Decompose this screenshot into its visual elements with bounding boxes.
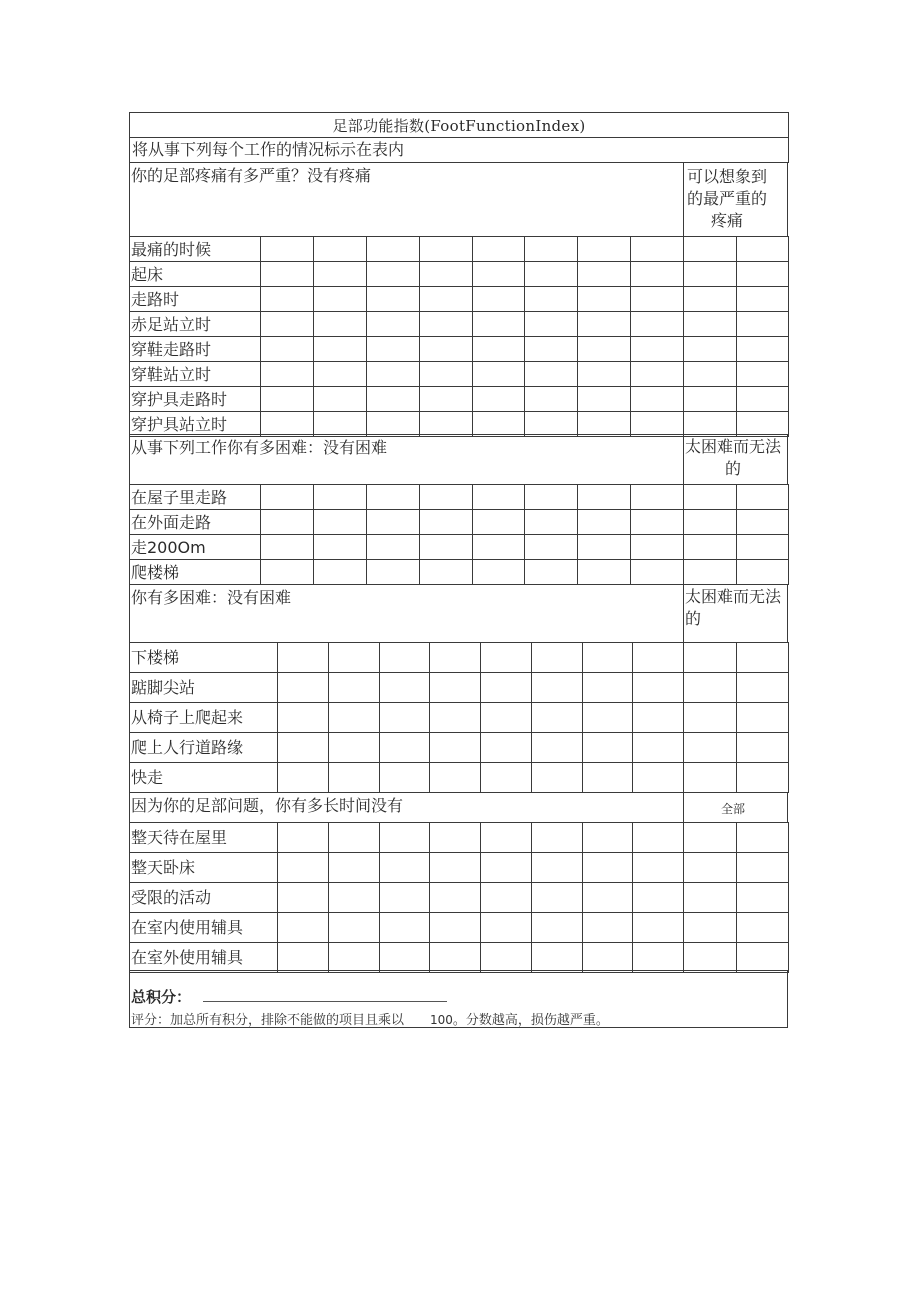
form-title: 足部功能指数(FootFunctionIndex)	[129, 112, 789, 138]
rating-cell[interactable]	[366, 236, 420, 262]
rating-cell[interactable]	[419, 509, 473, 535]
item-label: 穿护具走路时	[131, 389, 228, 409]
rating-cell[interactable]	[736, 261, 790, 287]
rating-cell[interactable]	[313, 534, 367, 560]
rating-cell[interactable]	[277, 732, 329, 763]
rating-cell[interactable]	[379, 852, 431, 883]
rating-cell[interactable]	[429, 852, 481, 883]
rating-cell[interactable]	[480, 642, 532, 673]
rating-cell[interactable]	[277, 702, 329, 733]
rating-cell[interactable]	[419, 236, 473, 262]
rating-cell[interactable]	[328, 672, 380, 703]
rating-cell[interactable]	[577, 336, 631, 362]
item-label: 穿鞋站立时	[131, 364, 212, 384]
rating-cell[interactable]	[277, 642, 329, 673]
rating-cell[interactable]	[429, 822, 481, 853]
rating-cell[interactable]	[472, 484, 526, 510]
rating-cell[interactable]	[260, 534, 314, 560]
rating-cell[interactable]	[379, 702, 431, 733]
rating-cell[interactable]	[313, 361, 367, 387]
rating-cell[interactable]	[736, 822, 790, 853]
rating-cell[interactable]	[277, 762, 329, 793]
rating-cell[interactable]	[313, 386, 367, 412]
rating-cell[interactable]	[328, 732, 380, 763]
rating-cell[interactable]	[524, 484, 578, 510]
item-label: 起床	[131, 264, 164, 284]
rating-cell[interactable]	[582, 762, 634, 793]
rating-cell[interactable]	[379, 762, 431, 793]
rating-cell[interactable]	[260, 336, 314, 362]
rating-cell[interactable]	[577, 534, 631, 560]
rating-cell[interactable]	[683, 882, 737, 913]
rating-cell[interactable]	[736, 702, 790, 733]
rating-cell[interactable]	[328, 642, 380, 673]
rating-cell[interactable]	[736, 882, 790, 913]
rating-cell[interactable]	[531, 672, 583, 703]
rating-cell[interactable]	[313, 311, 367, 337]
rating-cell[interactable]	[736, 942, 790, 973]
rating-cell[interactable]	[419, 286, 473, 312]
rating-cell[interactable]	[736, 732, 790, 763]
rating-cell[interactable]	[429, 762, 481, 793]
rating-cell[interactable]	[524, 311, 578, 337]
rating-cell[interactable]	[736, 912, 790, 943]
rating-cell[interactable]	[472, 559, 526, 585]
rating-cell[interactable]	[260, 311, 314, 337]
rating-cell[interactable]	[683, 534, 737, 560]
rating-cell[interactable]	[630, 484, 684, 510]
rating-cell[interactable]	[472, 286, 526, 312]
rating-cell[interactable]	[577, 286, 631, 312]
rating-cell[interactable]	[366, 336, 420, 362]
rating-cell[interactable]	[419, 534, 473, 560]
rating-cell[interactable]	[683, 311, 737, 337]
rating-cell[interactable]	[524, 559, 578, 585]
rating-cell[interactable]	[277, 672, 329, 703]
rating-cell[interactable]	[577, 311, 631, 337]
rating-cell[interactable]	[531, 852, 583, 883]
rating-cell[interactable]	[683, 336, 737, 362]
item-label: 整天待在屋里	[131, 828, 228, 847]
rating-cell[interactable]	[630, 261, 684, 287]
rating-cell[interactable]	[419, 311, 473, 337]
rating-cell[interactable]	[524, 386, 578, 412]
rating-cell[interactable]	[366, 559, 420, 585]
rating-cell[interactable]	[429, 912, 481, 943]
rating-cell[interactable]	[419, 361, 473, 387]
rating-cell[interactable]	[429, 642, 481, 673]
rating-cell[interactable]	[632, 942, 684, 973]
rating-cell[interactable]	[577, 361, 631, 387]
rating-cell[interactable]	[260, 484, 314, 510]
rating-cell[interactable]	[630, 361, 684, 387]
rating-cell[interactable]	[419, 484, 473, 510]
rating-cell[interactable]	[736, 672, 790, 703]
rating-cell[interactable]	[260, 361, 314, 387]
rating-cell[interactable]	[632, 852, 684, 883]
rating-cell[interactable]	[524, 261, 578, 287]
rating-cell[interactable]	[328, 702, 380, 733]
rating-cell[interactable]	[429, 672, 481, 703]
rating-cell[interactable]	[524, 236, 578, 262]
item-label: 在屋子里走路	[131, 487, 228, 507]
rating-cell[interactable]	[480, 762, 532, 793]
rating-cell[interactable]	[630, 311, 684, 337]
rating-cell[interactable]	[577, 509, 631, 535]
rating-cell[interactable]	[472, 386, 526, 412]
item-label: 在室外使用辅具	[131, 948, 244, 967]
rating-cell[interactable]	[472, 311, 526, 337]
rating-cell[interactable]	[683, 642, 737, 673]
item-label: 在外面走路	[131, 512, 212, 532]
rating-cell[interactable]	[683, 286, 737, 312]
total-score-label: 总积分：	[131, 988, 192, 1006]
item-label: 走路时	[131, 289, 180, 309]
rating-cell[interactable]	[524, 336, 578, 362]
section-question: 你有多困难：没有困难	[131, 588, 292, 607]
rating-cell[interactable]	[632, 912, 684, 943]
rating-cell[interactable]	[582, 702, 634, 733]
rating-cell[interactable]	[736, 484, 790, 510]
rating-cell[interactable]	[632, 642, 684, 673]
rating-cell[interactable]	[683, 822, 737, 853]
rating-cell[interactable]	[328, 852, 380, 883]
rating-cell[interactable]	[480, 822, 532, 853]
rating-cell[interactable]	[683, 702, 737, 733]
rating-cell[interactable]	[328, 912, 380, 943]
rating-cell[interactable]	[630, 534, 684, 560]
section-scale-max-label: 太困难而无法的	[685, 437, 782, 478]
rating-cell[interactable]	[313, 559, 367, 585]
rating-cell[interactable]	[630, 386, 684, 412]
rating-cell[interactable]	[736, 852, 790, 883]
rating-cell[interactable]	[313, 484, 367, 510]
rating-cell[interactable]	[260, 509, 314, 535]
rating-cell[interactable]	[480, 882, 532, 913]
item-label: 下楼梯	[131, 648, 180, 667]
rating-cell[interactable]	[260, 559, 314, 585]
rating-cell[interactable]	[632, 882, 684, 913]
rating-cell[interactable]	[736, 642, 790, 673]
item-label: 在室内使用辅具	[131, 918, 244, 937]
form-instructions: 将从事下列每个工作的情况标示在表内	[129, 137, 789, 163]
total-score-blank[interactable]	[203, 1001, 447, 1002]
rating-cell[interactable]	[736, 236, 790, 262]
rating-cell[interactable]	[683, 361, 737, 387]
rating-cell[interactable]	[260, 386, 314, 412]
rating-cell[interactable]	[683, 261, 737, 287]
rating-cell[interactable]	[632, 732, 684, 763]
rating-cell[interactable]	[582, 822, 634, 853]
rating-cell[interactable]	[313, 336, 367, 362]
rating-cell[interactable]	[366, 261, 420, 287]
rating-cell[interactable]	[366, 484, 420, 510]
rating-cell[interactable]	[577, 386, 631, 412]
rating-cell[interactable]	[419, 336, 473, 362]
rating-cell[interactable]	[683, 912, 737, 943]
rating-cell[interactable]	[632, 822, 684, 853]
rating-cell[interactable]	[531, 732, 583, 763]
rating-cell[interactable]	[630, 559, 684, 585]
item-label: 最痛的时候	[131, 239, 212, 259]
rating-cell[interactable]	[531, 912, 583, 943]
rating-cell[interactable]	[429, 882, 481, 913]
rating-cell[interactable]	[472, 534, 526, 560]
rating-cell[interactable]	[683, 672, 737, 703]
item-label: 走200Om	[131, 537, 206, 557]
item-label: 快走	[131, 768, 164, 787]
rating-cell[interactable]	[480, 732, 532, 763]
rating-cell[interactable]	[736, 559, 790, 585]
rating-cell[interactable]	[366, 386, 420, 412]
item-label: 爬楼梯	[131, 562, 180, 582]
rating-cell[interactable]	[260, 236, 314, 262]
rating-cell[interactable]	[630, 509, 684, 535]
rating-cell[interactable]	[366, 311, 420, 337]
rating-cell[interactable]	[480, 852, 532, 883]
rating-cell[interactable]	[472, 336, 526, 362]
rating-cell[interactable]	[429, 702, 481, 733]
rating-cell[interactable]	[524, 534, 578, 560]
rating-cell[interactable]	[379, 642, 431, 673]
rating-cell[interactable]	[472, 509, 526, 535]
rating-cell[interactable]	[524, 361, 578, 387]
rating-cell[interactable]	[736, 311, 790, 337]
rating-cell[interactable]	[683, 762, 737, 793]
rating-cell[interactable]	[582, 942, 634, 973]
rating-cell[interactable]	[480, 912, 532, 943]
rating-cell[interactable]	[736, 386, 790, 412]
rating-cell[interactable]	[277, 882, 329, 913]
rating-cell[interactable]	[736, 534, 790, 560]
rating-cell[interactable]	[683, 852, 737, 883]
rating-cell[interactable]	[736, 509, 790, 535]
rating-cell[interactable]	[313, 286, 367, 312]
rating-cell[interactable]	[472, 361, 526, 387]
rating-cell[interactable]	[736, 336, 790, 362]
rating-cell[interactable]	[480, 672, 532, 703]
rating-cell[interactable]	[632, 672, 684, 703]
rating-cell[interactable]	[366, 509, 420, 535]
rating-cell[interactable]	[531, 942, 583, 973]
rating-cell[interactable]	[379, 732, 431, 763]
rating-cell[interactable]	[328, 762, 380, 793]
rating-cell[interactable]	[524, 286, 578, 312]
section-scale-max-label: 全部	[720, 802, 745, 816]
rating-cell[interactable]	[577, 559, 631, 585]
rating-cell[interactable]	[577, 261, 631, 287]
rating-cell[interactable]	[582, 672, 634, 703]
rating-cell[interactable]	[260, 261, 314, 287]
rating-cell[interactable]	[630, 286, 684, 312]
section-question: 你的足部疼痛有多严重？没有疼痛	[131, 166, 372, 185]
rating-cell[interactable]	[582, 912, 634, 943]
rating-cell[interactable]	[366, 361, 420, 387]
rating-cell[interactable]	[531, 822, 583, 853]
section-question: 从事下列工作你有多困难：没有困难	[131, 438, 388, 457]
rating-cell[interactable]	[419, 386, 473, 412]
rating-cell[interactable]	[366, 534, 420, 560]
item-label: 赤足站立时	[131, 314, 212, 334]
rating-cell[interactable]	[429, 732, 481, 763]
rating-cell[interactable]	[736, 361, 790, 387]
rating-cell[interactable]	[582, 852, 634, 883]
rating-cell[interactable]	[379, 912, 431, 943]
rating-cell[interactable]	[379, 942, 431, 973]
rating-cell[interactable]	[632, 762, 684, 793]
rating-cell[interactable]	[683, 559, 737, 585]
rating-cell[interactable]	[313, 509, 367, 535]
rating-cell[interactable]	[582, 642, 634, 673]
rating-cell[interactable]	[366, 286, 420, 312]
item-label: 整天卧床	[131, 858, 196, 877]
rating-cell[interactable]	[630, 336, 684, 362]
section-scale-max-label: 太困难而无法的	[685, 587, 782, 628]
rating-cell[interactable]	[736, 762, 790, 793]
section-question: 因为你的足部问题，你有多长时间没有	[131, 796, 404, 815]
rating-cell[interactable]	[683, 732, 737, 763]
scoring-note: 评分：加总所有积分，排除不能做的项目且乘以 100。分数越高，损伤越严重。	[131, 1013, 609, 1028]
rating-cell[interactable]	[260, 286, 314, 312]
rating-cell[interactable]	[531, 642, 583, 673]
rating-cell[interactable]	[630, 236, 684, 262]
rating-cell[interactable]	[379, 822, 431, 853]
item-label: 爬上人行道路缘	[131, 738, 244, 757]
rating-cell[interactable]	[480, 942, 532, 973]
item-label: 穿鞋走路时	[131, 339, 212, 359]
rating-cell[interactable]	[419, 261, 473, 287]
section-scale-max-label: 可以想象到的最严重的疼痛	[686, 167, 767, 230]
rating-cell[interactable]	[683, 484, 737, 510]
rating-cell[interactable]	[328, 882, 380, 913]
rating-cell[interactable]	[277, 912, 329, 943]
rating-cell[interactable]	[531, 882, 583, 913]
item-label: 受限的活动	[131, 888, 212, 907]
rating-cell[interactable]	[313, 261, 367, 287]
rating-cell[interactable]	[582, 882, 634, 913]
rating-cell[interactable]	[419, 559, 473, 585]
rating-cell[interactable]	[632, 702, 684, 733]
rating-cell[interactable]	[313, 236, 367, 262]
rating-cell[interactable]	[683, 386, 737, 412]
rating-cell[interactable]	[683, 942, 737, 973]
rating-cell[interactable]	[328, 822, 380, 853]
item-label: 从椅子上爬起来	[131, 708, 244, 727]
rating-cell[interactable]	[379, 882, 431, 913]
rating-cell[interactable]	[582, 732, 634, 763]
item-label: 踮脚尖站	[131, 678, 196, 697]
rating-cell[interactable]	[277, 942, 329, 973]
item-label: 穿护具站立时	[131, 414, 228, 434]
rating-cell[interactable]	[472, 261, 526, 287]
rating-cell[interactable]	[328, 942, 380, 973]
rating-cell[interactable]	[429, 942, 481, 973]
rating-cell[interactable]	[577, 484, 631, 510]
rating-cell[interactable]	[277, 852, 329, 883]
rating-cell[interactable]	[277, 822, 329, 853]
rating-cell[interactable]	[379, 672, 431, 703]
rating-cell[interactable]	[736, 286, 790, 312]
rating-cell[interactable]	[683, 236, 737, 262]
rating-cell[interactable]	[577, 236, 631, 262]
rating-cell[interactable]	[531, 702, 583, 733]
scoring-multiplier: 100	[430, 1013, 453, 1027]
rating-cell[interactable]	[472, 236, 526, 262]
rating-cell[interactable]	[683, 509, 737, 535]
rating-cell[interactable]	[480, 702, 532, 733]
rating-cell[interactable]	[531, 762, 583, 793]
rating-cell[interactable]	[524, 509, 578, 535]
